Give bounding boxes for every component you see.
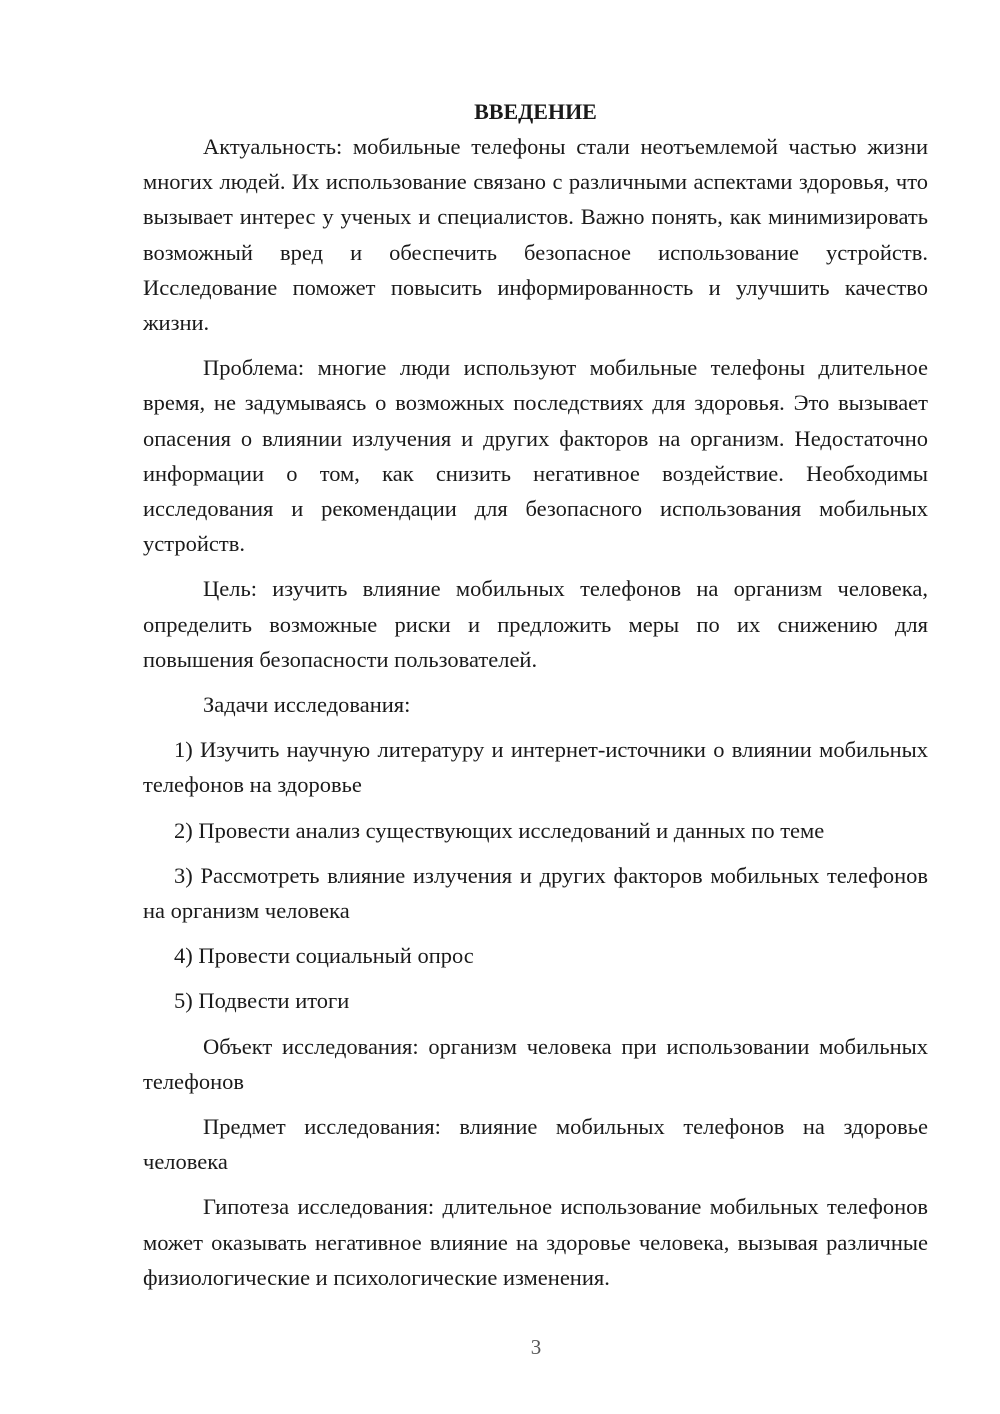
- page-number: 3: [530, 1335, 542, 1359]
- task-item-3: 3) Рассмотреть влияние излучения и других факторов мобильных телефонов на организм человека: [143, 862, 928, 924]
- task-item-4: 4) Провести социальный опрос: [174, 943, 474, 969]
- task-item-2: 2) Провести анализ существующих исследований и данных по теме: [174, 817, 825, 843]
- document-page: [143, 94, 928, 1305]
- paragraph-relevance: Актуальность: мобильные телефоны стали неотъемлемой частью жизни многих людей. Их использование связано с различными аспектами здоровья, что вызывает интерес у ученых и специалистов. Важно понять, как минимизировать возможный вред и обеспечить безопасное использование устройств. Исследование поможет повысить информированность и улучшить качество жизни.: [143, 134, 928, 336]
- paragraph-goal: Цель: изучить влияние мобильных телефонов на организм человека, определить возможные риски и предложить меры по их снижению для повышения безопасности пользователей.: [143, 576, 928, 672]
- tasks-heading: Задачи исследования:: [203, 692, 411, 718]
- paragraph-hypothesis: Гипотеза исследования: длительное использование мобильных телефонов может оказывать негативное влияние на здоровье человека, вызывая различные физиологические и психологические изменения.: [143, 1194, 928, 1290]
- paragraph-object: Объект исследования: организм человека при использовании мобильных телефонов: [143, 1033, 928, 1094]
- task-item-1: 1) Изучить научную литературу и интернет-источники о влиянии мобильных телефонов на здоровье: [143, 737, 928, 798]
- task-item-5: 5) Подвести итоги: [174, 988, 350, 1014]
- paragraph-problem: Проблема: многие люди используют мобильные телефоны длительное время, не задумываясь о возможных последствиях для здоровья. Это вызывает опасения о влиянии излучения и других факторов на организм. Недостаточно информации о том, как снизить негативное воздействие. Необходимы исследования и рекомендации для безопасного использования мобильных устройств.: [143, 355, 928, 557]
- page-title: ВВЕДЕНИЕ: [474, 99, 597, 124]
- paragraph-subject: Предмет исследования: влияние мобильных телефонов на здоровье человека: [143, 1114, 928, 1175]
